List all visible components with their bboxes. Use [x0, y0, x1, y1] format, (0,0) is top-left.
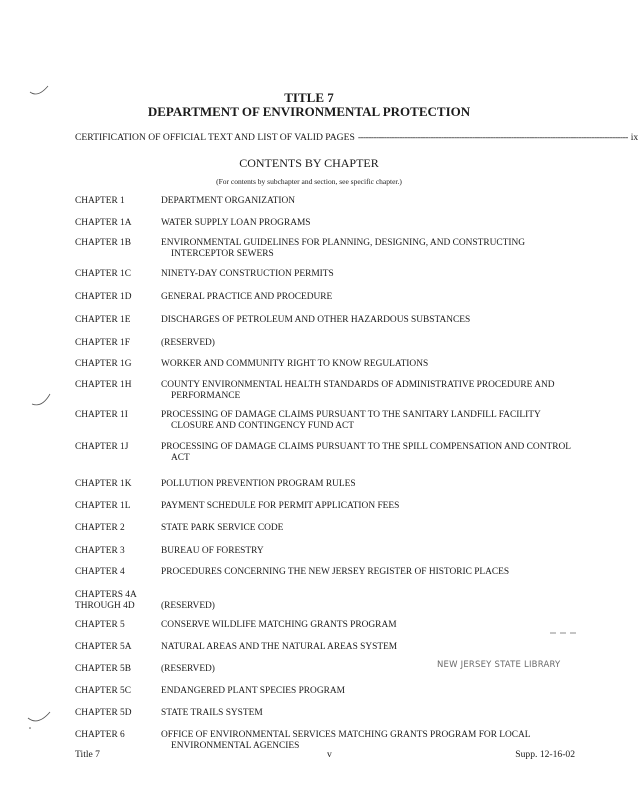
- chapter-title: COUNTY ENVIRONMENTAL HEALTH STANDARDS OF ADMINISTRATIVE PROCEDURE AND PERFORMANCE: [161, 380, 555, 401]
- chapter-row: [75, 546, 575, 557]
- certification-label: CERTIFICATION OF OFFICIAL TEXT AND LIST OF VALID PAGES: [75, 132, 355, 143]
- chapter-title: PROCESSING OF DAMAGE CLAIMS PURSUANT TO THE SPILL COMPENSATION AND CONTROL ACT: [161, 442, 571, 463]
- library-stamp: NEW JERSEY STATE LIBRARY: [437, 660, 561, 670]
- chapter-title: STATE PARK SERVICE CODE: [161, 523, 284, 533]
- department-title: DEPARTMENT OF ENVIRONMENTAL PROTECTION: [147, 104, 471, 119]
- chapter-number: CHAPTER 1F: [75, 338, 130, 348]
- chapter-number: CHAPTER 1: [75, 196, 125, 206]
- chapter-number: CHAPTER 1K: [75, 479, 132, 489]
- chapter-number: CHAPTER 1D: [75, 292, 132, 302]
- chapter-title: ENDANGERED PLANT SPECIES PROGRAM: [161, 686, 345, 696]
- chapter-title: OFFICE OF ENVIRONMENTAL SERVICES MATCHING GRANTS PROGRAM FOR LOCAL ENVIRONMENTAL AGENCIES: [161, 730, 531, 751]
- chapter-title: DISCHARGES OF PETROLEUM AND OTHER HAZARDOUS SUBSTANCES: [161, 315, 471, 325]
- chapter-row: [75, 338, 575, 349]
- chapter-number: CHAPTER 1C: [75, 269, 131, 279]
- chapter-title: ENVIRONMENTAL GUIDELINES FOR PLANNING, DESIGNING, AND CONSTRUCTING INTERCEPTOR SEWERS: [161, 238, 525, 259]
- chapter-row: [75, 359, 575, 370]
- chapter-row: [75, 686, 575, 697]
- chapter-number: CHAPTER 1E: [75, 315, 131, 325]
- scan-mark-bottom: [24, 708, 54, 734]
- chapter-row: [75, 410, 575, 432]
- chapter-number: CHAPTERS 4A THROUGH 4D: [75, 590, 137, 611]
- contents-heading: CONTENTS BY CHAPTER: [239, 156, 379, 170]
- certification-page: ix: [630, 132, 638, 143]
- chapter-number: CHAPTER 5A: [75, 642, 132, 652]
- chapter-title: DEPARTMENT ORGANIZATION: [161, 196, 296, 206]
- title-number: TITLE 7: [284, 90, 334, 105]
- chapter-row: [75, 567, 575, 578]
- chapter-title: (RESERVED): [161, 601, 215, 611]
- chapter-row: [75, 442, 575, 464]
- chapter-title: PROCEDURES CONCERNING THE NEW JERSEY REGISTER OF HISTORIC PLACES: [161, 567, 510, 577]
- footer-page-number: v: [327, 749, 332, 760]
- footer-supplement: Supp. 12-16-02: [515, 749, 575, 760]
- chapter-number: CHAPTER 1B: [75, 238, 131, 248]
- chapter-title: NATURAL AREAS AND THE NATURAL AREAS SYSTEM: [161, 642, 398, 652]
- chapter-number: CHAPTER 3: [75, 546, 125, 556]
- chapter-row: [75, 501, 575, 512]
- dot-leader: --------------------------------------------------------------------------------------------------------: [357, 132, 628, 143]
- chapter-number: CHAPTER 4: [75, 567, 125, 577]
- chapter-row: [75, 315, 575, 326]
- chapter-row: [75, 620, 575, 631]
- chapter-title: WATER SUPPLY LOAN PROGRAMS: [161, 218, 311, 228]
- chapter-title: (RESERVED): [161, 338, 215, 348]
- chapter-number: CHAPTER 5: [75, 620, 125, 630]
- chapter-row: [75, 642, 575, 653]
- chapter-number: CHAPTER 1G: [75, 359, 132, 369]
- chapter-row: [75, 479, 575, 490]
- chapter-title: WORKER AND COMMUNITY RIGHT TO KNOW REGULATIONS: [161, 359, 429, 369]
- chapter-title: PROCESSING OF DAMAGE CLAIMS PURSUANT TO THE SANITARY LANDFILL FACILITY CLOSURE AND CONTINGENCY FUND ACT: [161, 410, 541, 431]
- chapter-number: CHAPTER 5D: [75, 708, 132, 718]
- chapter-row: [75, 523, 575, 534]
- chapter-row: [75, 269, 575, 280]
- chapter-row: [75, 292, 575, 303]
- chapter-title: (RESERVED): [161, 664, 215, 674]
- chapter-number: CHAPTER 6: [75, 730, 125, 740]
- chapter-number: CHAPTER 1L: [75, 501, 131, 511]
- certification-line: [75, 132, 638, 143]
- scan-mark-right: [548, 630, 578, 636]
- chapter-title: POLLUTION PREVENTION PROGRAM RULES: [161, 479, 356, 489]
- chapter-number: CHAPTER 1I: [75, 410, 128, 420]
- chapter-title: STATE TRAILS SYSTEM: [161, 708, 263, 718]
- chapter-row: [75, 196, 575, 207]
- chapter-number: CHAPTER 1A: [75, 218, 132, 228]
- chapter-title: NINETY-DAY CONSTRUCTION PERMITS: [161, 269, 334, 279]
- footer-title: Title 7: [75, 749, 100, 760]
- chapter-title: CONSERVE WILDLIFE MATCHING GRANTS PROGRAM: [161, 620, 397, 630]
- contents-note: (For contents by subchapter and section, see specific chapter.): [216, 177, 402, 186]
- chapter-number: CHAPTER 1J: [75, 442, 129, 452]
- chapter-row: [75, 238, 575, 260]
- chapter-row: [75, 218, 575, 229]
- chapter-number: CHAPTER 5C: [75, 686, 131, 696]
- chapter-row: [75, 708, 575, 719]
- chapter-title: GENERAL PRACTICE AND PROCEDURE: [161, 292, 333, 302]
- page-footer: [75, 749, 575, 760]
- chapter-row: [75, 380, 575, 402]
- chapter-title: PAYMENT SCHEDULE FOR PERMIT APPLICATION FEES: [161, 501, 400, 511]
- chapter-title: BUREAU OF FORESTRY: [161, 546, 264, 556]
- chapter-number: CHAPTER 5B: [75, 664, 131, 674]
- chapter-row: [75, 590, 575, 612]
- scan-mark-top: [28, 82, 52, 100]
- scan-mark-middle: [30, 392, 54, 410]
- chapter-number: CHAPTER 1H: [75, 380, 132, 390]
- chapter-number: CHAPTER 2: [75, 523, 125, 533]
